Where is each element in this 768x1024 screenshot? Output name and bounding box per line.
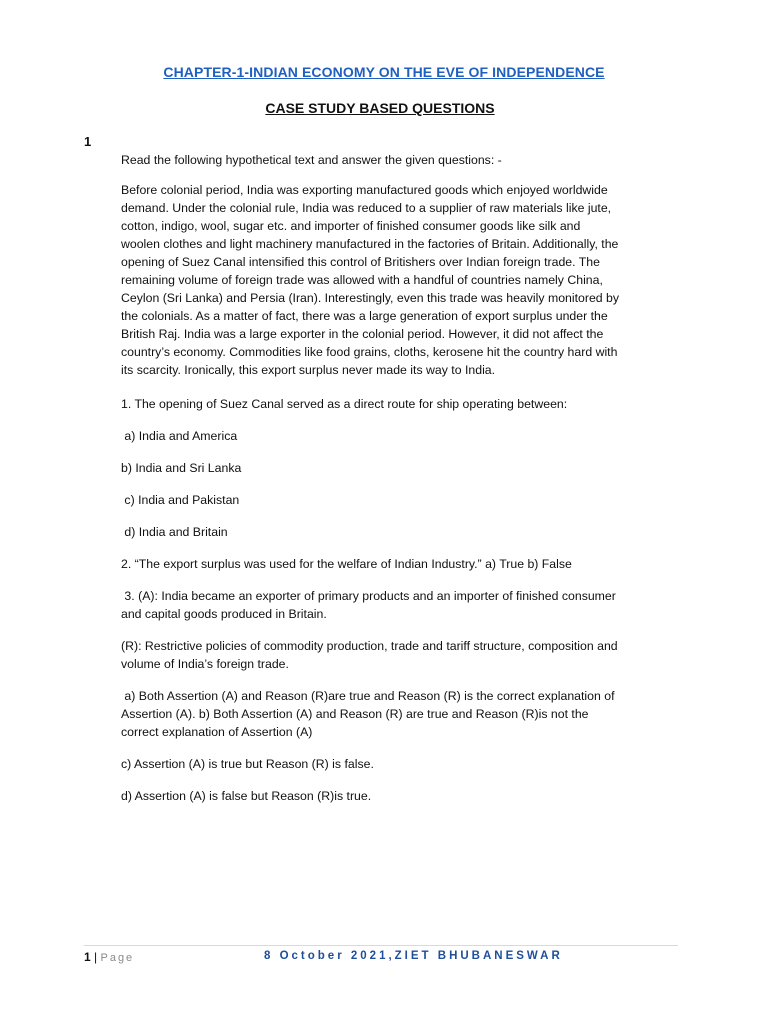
footer-divider xyxy=(84,945,678,946)
question-number: 1 xyxy=(84,134,92,149)
q3-option-d: d) Assertion (A) is false but Reason (R)is true. xyxy=(121,789,372,803)
q1-option-b: b) India and Sri Lanka xyxy=(121,461,242,475)
page-number: 1 xyxy=(84,950,91,964)
q1-option-a: a) India and America xyxy=(121,429,238,443)
q3-reason: (R): Restrictive policies of commodity production, trade and tariff structure, composition and volume of India’s foreign trade. xyxy=(121,639,618,671)
q2-stem: 2. “The export surplus was used for the welfare of Indian Industry.” a) True b) False xyxy=(121,557,572,571)
q3-option-c: c) Assertion (A) is true but Reason (R) is false. xyxy=(121,757,374,771)
q1-option-d: d) India and Britain xyxy=(121,525,228,539)
footer-date-organization: 8 October 2021,ZIET BHUBANESWAR xyxy=(264,950,563,962)
q3-option-ab: a) Both Assertion (A) and Reason (R)are true and Reason (R) is the correct explanation of Assertion (A). b) Both Assertion (A) and Reason (R) are true and Reason (R)is not the correct explanation of Assertion (A) xyxy=(121,689,618,739)
footer-page-number xyxy=(84,950,134,964)
section-title: CASE STUDY BASED QUESTIONS xyxy=(265,100,495,116)
page-separator: | xyxy=(90,950,101,964)
instruction-text: Read the following hypothetical text and answer the given questions: - xyxy=(121,153,502,167)
page-label: Page xyxy=(100,952,135,964)
q1-stem: 1. The opening of Suez Canal served as a direct route for ship operating between: xyxy=(121,397,568,411)
q1-option-c: c) India and Pakistan xyxy=(121,493,240,507)
question-content xyxy=(121,151,621,819)
case-passage: Before colonial period, India was exporting manufactured goods which enjoyed worldwide demand. Under the colonial rule, India was reduced to a supplier of raw materials like jute, cotton, indigo, wool, sugar etc. and importer of finished consumer goods like silk and woolen clothes and light machinery manufactured in the factories of Britain. Additionally, the opening of Suez Canal intensified this control of Britishers over Indian foreign trade. The remaining volume of foreign trade was allowed with a handful of countries namely China, Ceylon (Sri Lanka) and Persia (Iran). Interestingly, even this trade was heavily monitored by the colonials. As a matter of fact, there was a large generation of export surplus under the British Raj. India was a large exporter in the colonial period. However, it did not affect the country’s economy. Commodities like food grains, cloths, kerosene hit the country hard with its scarcity. Ironically, this export surplus never made its way to India. xyxy=(121,183,620,377)
q3-assertion: 3. (A): India became an exporter of primary products and an importer of finished consumer and capital goods produced in Britain. xyxy=(121,589,620,621)
chapter-title: CHAPTER-1-INDIAN ECONOMY ON THE EVE OF INDEPENDENCE xyxy=(163,64,605,80)
